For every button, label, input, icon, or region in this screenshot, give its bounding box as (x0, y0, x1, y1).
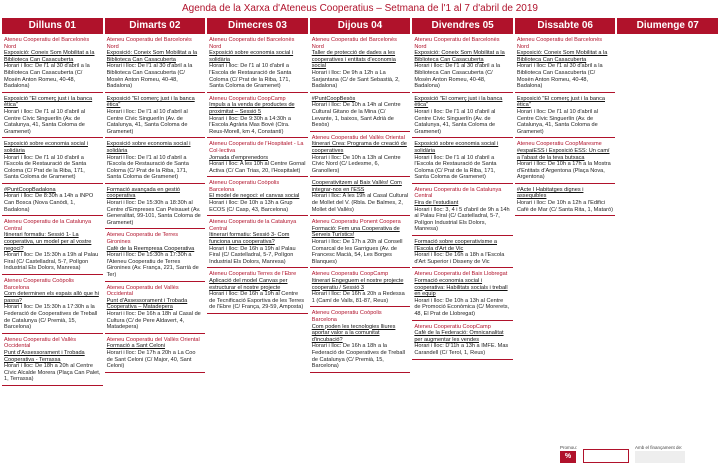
event-details: Horari i lloc: De 18h a 20h al Centre Cívic Alcalde Morera (Plaça Can Palet, 1, Terrassa) (4, 363, 101, 383)
event-details: Horari i lloc: De 8:30h a 14h a INPO Can Bosca (Nova Canòdi, 1, Badalona) (4, 193, 94, 213)
event-title-link[interactable]: Exposició: Coneix Som Mobilitat a la Biblioteca Can Casacuberta (106, 50, 198, 63)
event-organizer: Ateneu Cooperatiu de la Catalunya Central (4, 219, 92, 232)
event-item (2, 336, 103, 386)
day-header: Dilluns 01 (2, 18, 103, 34)
event-title-link[interactable]: Taller de protecció de dades a les cooperatives i entitats d'economia social (311, 50, 396, 70)
day-column (515, 18, 616, 388)
event-details: Horari i lloc: De l'1 al 10 d'abril al Centre Cívic Singuerlín (Av. de Catalunya, 41, Santa Coloma de Gramenet) (4, 108, 86, 135)
event-title-link[interactable]: Cafè de la Reempresa Cooperativa (106, 245, 195, 252)
event-organizer: Ateneu Cooperatiu CoopMaresme (516, 141, 602, 148)
event-organizer: Ateneu Cooperatiu del Vallès Occidental (106, 284, 179, 298)
event-details: Horari i lloc: De 9:30h a 14:30h a l'Escola Agrària Mas Bové (Ctra. Reus-Morell, km 4, Constantí) (209, 115, 291, 135)
day-header: Divendres 05 (412, 18, 513, 34)
event-title-link[interactable]: Aplicació del model Canvas per estructurar el nostre projecte (209, 278, 288, 291)
day-column (310, 18, 411, 388)
event-title-link[interactable]: Itinerari Engeguem el nostre projecte cooperatiu / Sessió 3 (311, 278, 404, 291)
event-item (105, 140, 206, 184)
event-details: Horari i lloc: De l'1 al 30 d'abril a la Biblioteca Can Casacuberta (C/ Mosèn Anton Romeu, 40-48, Badalona) (106, 63, 193, 90)
event-organizer: Ateneu Cooperatiu de la Catalunya Central (414, 186, 502, 200)
day-header: Dimarts 02 (105, 18, 206, 34)
event-item (105, 284, 206, 334)
event-item (207, 218, 308, 268)
day-column (617, 18, 718, 388)
event-details: Horari i lloc: De 10h a 14h al Centre Cultural Gitano de la Mina (C/ Levante, 1, baixos, Sant Adrià de Besòs) (311, 102, 401, 129)
event-item (412, 238, 513, 268)
event-title-link[interactable]: Exposició sobre economia social i solidària (106, 141, 191, 154)
event-title-link[interactable]: Exposició "El comerç just i la banca ètica" (106, 95, 195, 109)
event-organizer: Ateneu Cooperatiu del Vallès Oriental (106, 336, 200, 343)
event-item (515, 95, 616, 139)
event-item (515, 186, 616, 216)
day-header: Dimecres 03 (207, 18, 308, 34)
event-item (515, 140, 616, 184)
event-details: Horari i lloc: De l'1 al 10 d'abril a l'Escola de Restauració de Santa Coloma (C/ Prat de la Riba, 171, Santa Coloma de Gramenet) (106, 154, 189, 181)
event-item (2, 186, 103, 216)
event-organizer: Ateneu Cooperatiu de la Catalunya Central (209, 219, 297, 232)
event-details: Horari i lloc: De 17h a 20h al Consell Comarcal de les Garrigues (Av. de Francesc Macià, 54, Les Borges Blanques) (311, 239, 403, 265)
event-details: Horari i lloc: De l'1 al 10 d'abril a l'Escola de Restauració de Santa Coloma (C/ Prat de la Riba, 171, Santa Coloma de Gramenet) (209, 63, 292, 90)
event-title-link[interactable]: Exposició sobre economia social i solidària (4, 141, 88, 154)
event-title-link[interactable]: Formació avançada en gestió cooperativa (106, 186, 180, 200)
event-item (412, 140, 513, 184)
day-header: Diumenge 07 (617, 18, 718, 34)
event-details: Horari i lloc: De 9h a 12h a La Sarjantana (C/ de Sant Sebastià, 2, Badalona) (311, 69, 400, 90)
event-organizer: Ateneu Cooperatiu Terres de l'Ebre (209, 271, 297, 278)
event-item (207, 140, 308, 177)
event-title-link[interactable]: #PuntCoopBesòs (311, 95, 356, 102)
event-title-link[interactable]: #PuntCoopBadalona (4, 186, 56, 193)
event-details: Horari i lloc: De l'1 al 10 d'abril al Centre Cívic Singuerlín (Av. de Catalunya, 41, Santa Coloma de Gramenet) (106, 108, 188, 135)
event-item (2, 140, 103, 184)
event-organizer: Ateneu Cooperatiu del Vallès Oriental (311, 134, 405, 141)
day-header: Dijous 04 (310, 18, 411, 34)
event-details: Horari i lloc: De 17h a 20h a La Coo de Sant Celoni (C/ Major, 40, Sant Celoni) (106, 349, 196, 370)
event-item (207, 36, 308, 93)
event-title-link[interactable]: Jornada d'emprenedors (209, 154, 269, 161)
event-title-link[interactable]: Formació a Sant Celoni (106, 343, 166, 350)
event-organizer: Ateneu Cooperatiu del Barcelonès Nord (4, 37, 90, 50)
event-title-link[interactable]: Formació economia social i cooperativa: Habilitats socials i treball en equip (414, 278, 508, 298)
event-item (310, 95, 411, 132)
event-title-link[interactable]: Itinerari Crea: Programa de creació de cooperatives (311, 141, 407, 154)
event-details: Horari i lloc: De l'1 al 10 d'abril al Centre Cívic Singuerlín (Av. de Catalunya, 41, Santa Coloma de Gramenet) (414, 108, 496, 135)
ministry-logo (635, 451, 685, 463)
event-title-link[interactable]: Exposició: Coneix Som Mobilitat a la Biblioteca Can Casacuberta (414, 50, 505, 63)
event-organizer: Ateneu Cooperatiu Ponent Coopera (311, 219, 401, 226)
event-item (412, 270, 513, 320)
event-organizer: Ateneu Cooperatiu Coòpolis Barcelona (4, 278, 74, 291)
event-title-link[interactable]: Cafè de la Federació: Omnicanalitat per augmentar les vendes (414, 330, 504, 343)
event-details: Horari i lloc: De 16h a 18h a la Federació de Cooperatives de Treball de Catalunya (C/ Premià, 15, Barcelona) (311, 343, 406, 370)
event-item (310, 179, 411, 216)
event-title-link[interactable]: Com determinen els espais allò que hi passa? (4, 291, 99, 304)
event-title-link[interactable]: Exposició sobre economia social i solidària (414, 141, 499, 154)
day-column (2, 18, 103, 388)
event-organizer: Ateneu Cooperatiu del Baix Llobregat (414, 271, 508, 278)
event-details: Horari i lloc: De l'1 al 10 d'abril al Centre Cívic Singuerlín (Av. de Catalunya, 41, Santa Coloma de Gramenet) (516, 108, 598, 135)
event-details: Horari i lloc: De 15:30h a 18:30h al Centre d'Empreses Can Peixauet (Av. Generalitat, 99-101, Santa Coloma de Gramenet) (106, 200, 201, 226)
event-organizer: Ateneu Cooperatiu CoopCamp (311, 271, 389, 278)
event-details: Horari i lloc: De 15:30h a 19h al Palau Firal (C/ Castelladral, 5-7, Polígon Industrial Els Dolors, Manresa) (4, 252, 99, 272)
event-title-link[interactable]: Punt d'Assessorament i Trobada Cooperativa – Matadepera (106, 297, 188, 311)
event-details: Horari i lloc: De 10h a 13h al Centre de Promoció Econòmica (C/ Morerets, 48, El Prat de Llobregat) (414, 297, 510, 317)
event-details: Horari i lloc: De 15:30h a 17:30h a l'Ateneu Cooperatiu de Terres Gironines (Av. França, 221, Sarrià de Ter) (106, 252, 199, 278)
event-title-link[interactable]: #espaiESS i Exposició ESS: Un camí a l'abast de la teva butxaca (516, 147, 610, 161)
event-details: Horari i lloc: De 16h a 20h a Redessa 1 (Camí de Valls, 81-87, Reus) (311, 291, 405, 304)
event-item (2, 95, 103, 139)
event-organizer: Ateneu Cooperatiu de Terres Gironines (106, 232, 178, 246)
event-organizer: Ateneu Cooperatiu Coòpolis Barcelona (311, 310, 382, 323)
day-column (105, 18, 206, 388)
event-item (310, 270, 411, 307)
event-organizer: Ateneu Cooperatiu del Vallès Occidental (4, 336, 77, 350)
event-title-link[interactable]: Exposició: Coneix Som Mobilitat a la Biblioteca Can Casacuberta (516, 50, 608, 63)
event-details: Horari i lloc: De 16h a 18h al Casal de Cultura (C/ de Pere Aldavert, 4, Matadepera) (106, 310, 201, 331)
event-item (412, 95, 513, 139)
footer (560, 441, 716, 463)
event-item (105, 231, 206, 281)
event-title-link[interactable]: Itinerari formatiu: Sessió 3- Com funciona una cooperativa? (209, 232, 290, 246)
event-title-link[interactable]: Punt d'Assessorament i Trobada Cooperativa - Terrassa (4, 349, 85, 363)
event-details: Horari i lloc: 3, 4 i 5 d'abril de 9h a 14h al Palau Firal (C/ Castelladral, 5-7, Polígon Industrial Els Dolors, Manresa) (414, 206, 510, 233)
event-details: Horari i lloc: De 15:30h a 17:30h a la Federació de Cooperatives de Treball de Catalunya (C/ Premià, 15, Barcelona) (4, 304, 98, 331)
event-item (412, 186, 513, 236)
event-details: Horari i lloc: De 10h a 13h al Centre Cívic Nord (C/ Ledesme, 6, Granollers) (311, 154, 401, 174)
event-details: Horari i lloc: De 10h a 17h a la Mostra d'Entitats d'Argentona (Plaça Nova, Argentona) (516, 161, 611, 181)
event-details: Horari i lloc: De l'1 al 30 d'abril a la Biblioteca Can Casacuberta (C/ Mosèn Anton Romeu, 40-48, Badalona) (516, 63, 603, 90)
event-item (105, 95, 206, 139)
event-details: Horari i lloc: De l'1 al 30 d'abril a la Biblioteca Can Casacuberta (C/ Mosèn Anton Romeu, 40-48, Badalona) (4, 63, 90, 90)
event-item (310, 36, 411, 93)
event-title-link[interactable]: Com poden les tecnologies lliures aportar valor a la comunitat d'incubació? (311, 323, 396, 343)
event-organizer: Ateneu Cooperatiu CoopCamp (414, 323, 491, 330)
event-item (207, 270, 308, 314)
event-details: Horari i lloc: De l'1 al 10 d'abril a l'Escola de Restauració de Santa Coloma (C/ Prat de la Riba, 171, Santa Coloma de Gramenet) (4, 154, 87, 181)
event-item (2, 36, 103, 93)
event-details: Horari i lloc: De 16h a 18h a l'Escola d'Art Superior i Disseny de Vic (414, 252, 505, 265)
event-title-link[interactable]: Exposició sobre economia social i solidària (209, 50, 294, 63)
event-item (2, 218, 103, 275)
event-title-link[interactable]: Formació: Fem una Cooperativa de Serveis Turístics! (311, 225, 400, 239)
week-grid (0, 18, 720, 388)
event-item (105, 36, 206, 93)
event-details: Horari i lloc: De l'1 al 10 d'abril a l'Escola de Restauració de Santa Coloma (C/ Prat de la Riba, 171, Santa Coloma de Gramenet) (414, 154, 497, 181)
event-details: Horari i lloc: A les 19h al Casal Cultural de Mollet del V. (Rbla. De Balmes, 2, Mollet del Vallès) (311, 193, 409, 213)
event-title-link[interactable]: Formació sobre cooperativisme a l'Escola d'Art de Vic (414, 239, 498, 252)
event-title-link[interactable]: Itinerari formatiu: Sessió 1- La cooperativa, un model per al vostre negoci? (4, 232, 92, 252)
event-item (412, 36, 513, 93)
event-organizer: Ateneu Cooperatiu del Barcelonès Nord (414, 37, 500, 50)
event-details: Horari i lloc: A les 10h al Centre Gornal Activa (C/ Can Trias, 20, l'Hospitalet) (209, 161, 306, 174)
event-item (310, 309, 411, 372)
finance-label: Amb el finançament de: (635, 445, 683, 450)
event-title-link[interactable]: #Acte I Habitatges dignes i assequibles (516, 186, 584, 200)
event-title-link[interactable]: Fira de l'estudiant (414, 200, 459, 207)
event-organizer: Ateneu Cooperatiu del Barcelonès Nord (311, 37, 397, 50)
event-title-link[interactable]: Exposició: Coneix Som Mobilitat a la Biblioteca Can Casacuberta (4, 50, 95, 63)
event-details: Horari i lloc: De 16h a 19h al Palau Firal (C/ Castelladral, 5-7, Polígon Industrial Els Dolors, Manresa) (209, 245, 296, 265)
event-organizer: Ateneu Cooperatiu del Barcelonès Nord (516, 37, 603, 50)
event-item (412, 323, 513, 360)
event-organizer: Ateneu Cooperatiu CoopCamp (209, 95, 286, 102)
day-column (207, 18, 308, 388)
event-details: Horari i lloc: D'11h a 13h a IMFE. Mas Carandell (C/ Terol, 1, Reus) (414, 343, 509, 356)
event-item (515, 36, 616, 93)
generalitat-logo (583, 449, 629, 463)
event-title-link[interactable]: Exposició "El comerç just i la banca ètica" (516, 95, 605, 109)
event-item (207, 95, 308, 139)
event-item (105, 186, 206, 230)
day-header: Dissabte 06 (515, 18, 616, 34)
event-item (2, 277, 103, 334)
event-organizer: Ateneu Cooperatiu del Barcelonès Nord (106, 37, 192, 50)
event-item (310, 134, 411, 178)
event-title-link[interactable]: Cooperativitzem al Baix Vallès! Com integrar-nos en l'ESS (311, 180, 402, 193)
event-item (207, 179, 308, 216)
event-title-link[interactable]: Exposició "El comerç just i la banca ètica" (4, 95, 93, 109)
event-item (105, 336, 206, 373)
event-details: Horari i lloc: De 10h a 12h a l'Edifici Cafè de Mar (C/ Santa Rita, 1, Mataró) (516, 200, 613, 213)
event-organizer: Ateneu Cooperatiu Coòpolis Barcelona (209, 180, 280, 193)
event-details: Horari i lloc: De 16h a 19h al Centre de Tecnificació Esportiva de les Terres de l'Ebre (C/ França, 29-59, Amposta) (209, 291, 305, 311)
event-details: Horari i lloc: De 10h a 13h a Grup ECOS (C/ Casp, 43, Barcelona) (209, 200, 293, 213)
event-details: Horari i lloc: De l'1 al 30 d'abril a la Biblioteca Can Casacuberta (C/ Mosèn Anton Romeu, 40-48, Badalona) (414, 63, 501, 90)
event-title-link[interactable]: Impuls a la venda de productes de proximitat – Sessió 5 (209, 102, 295, 115)
event-title-link[interactable]: El model de negoci: el canvas social (209, 193, 300, 200)
xarxa-logo: % (560, 451, 576, 463)
event-item (310, 218, 411, 268)
event-organizer: Ateneu Cooperatiu de l'Hospitalet - La Col·lectiva (209, 141, 304, 154)
promou-label: Promou: (560, 445, 578, 450)
page-title: Agenda de la Xarxa d'Ateneus Cooperatius – Setmana de l'1 al 7 d'abril de 2019 (182, 3, 538, 14)
day-column (412, 18, 513, 388)
event-organizer: Ateneu Cooperatiu del Barcelonès Nord (209, 37, 295, 50)
event-title-link[interactable]: Exposició "El comerç just i la banca ètica" (414, 95, 503, 109)
